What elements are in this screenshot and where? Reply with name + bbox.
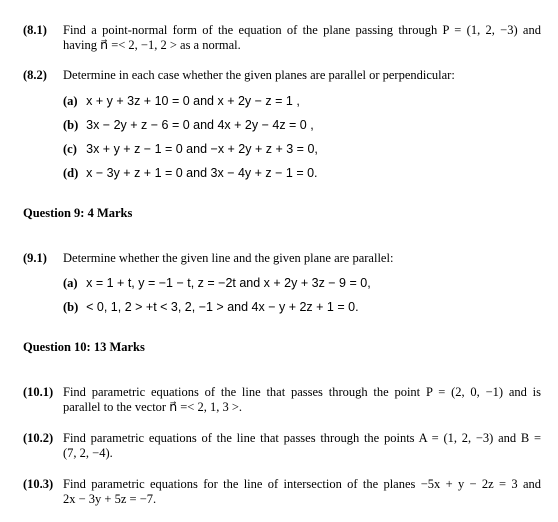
question-9-heading: Question 9: 4 Marks: [23, 206, 133, 220]
problem-8-2: [23, 68, 541, 188]
sub-item-label: (b): [63, 300, 79, 314]
problem-text: [63, 385, 541, 415]
question-10-heading: Question 10: 13 Marks: [23, 340, 145, 354]
problem-8-1: [23, 23, 541, 55]
problem-text: [63, 477, 541, 507]
problem-text-line: Find parametric equations of the line that passes through the points A = (1, 2, −3) and B =: [63, 431, 541, 445]
problem-text: Determine in each case whether the given planes are parallel or perpendicular:: [63, 68, 455, 82]
sub-item-equation: x − 3y + z + 1 = 0 and 3x − 4y + z − 1 = 0.: [86, 166, 318, 180]
problem-text: Determine whether the given line and the given plane are parallel:: [63, 251, 394, 265]
sub-item-b: [63, 300, 541, 315]
sub-item-equation: < 0, 1, 2 > +t < 3, 2, −1 > and 4x − y + 2z + 1 = 0.: [86, 300, 359, 314]
sub-item-label: (d): [63, 166, 79, 180]
sub-item-a: [63, 276, 541, 291]
problem-text: [63, 431, 541, 461]
problem-text-line: Find parametric equations of the line that passes through the point P = (2, 0, −1) and is: [63, 385, 541, 399]
problem-9-1: [23, 251, 541, 321]
problem-label: (10.1): [23, 385, 54, 399]
sub-item-equation: x = 1 + t, y = −1 − t, z = −2t and x + 2y + 3z − 9 = 0,: [86, 276, 371, 290]
problem-10-1: [23, 385, 541, 417]
sub-item-label: (a): [63, 94, 78, 108]
problem-text-line: 2x − 3y + 5z = −7.: [63, 492, 157, 506]
problem-label: (10.3): [23, 477, 54, 491]
problem-label: (10.2): [23, 431, 54, 445]
problem-label: (8.1): [23, 23, 47, 37]
problem-10-2: [23, 431, 541, 463]
problem-text-line: Find a point-normal form of the equation of the plane passing through P = (1, 2, −3) and: [63, 23, 541, 37]
problem-text-line: (7, 2, −4).: [63, 446, 113, 460]
sub-item-d: [63, 166, 541, 181]
sub-item-label: (b): [63, 118, 79, 132]
sub-item-label: (c): [63, 142, 77, 156]
sub-item-a: [63, 94, 541, 109]
sub-item-label: (a): [63, 276, 78, 290]
problem-text-line: having n⃗ =< 2, −1, 2 > as a normal.: [63, 38, 241, 52]
sub-item-b: [63, 118, 541, 133]
problem-text: [63, 23, 541, 53]
problem-10-3: [23, 477, 541, 509]
sub-item-equation: 3x − 2y + z − 6 = 0 and 4x + 2y − 4z = 0 ,: [86, 118, 314, 132]
sub-item-equation: x + y + 3z + 10 = 0 and x + 2y − z = 1 ,: [86, 94, 300, 108]
sub-item-equation: 3x + y + z − 1 = 0 and −x + 2y + z + 3 = 0,: [86, 142, 318, 156]
sub-item-c: [63, 142, 541, 157]
problem-label: (8.2): [23, 68, 47, 82]
problem-text-line: parallel to the vector n⃗ =< 2, 1, 3 >.: [63, 400, 243, 414]
problem-text-line: Find parametric equations for the line of intersection of the planes −5x + y − 2z = 3 and: [63, 477, 541, 491]
problem-label: (9.1): [23, 251, 47, 265]
